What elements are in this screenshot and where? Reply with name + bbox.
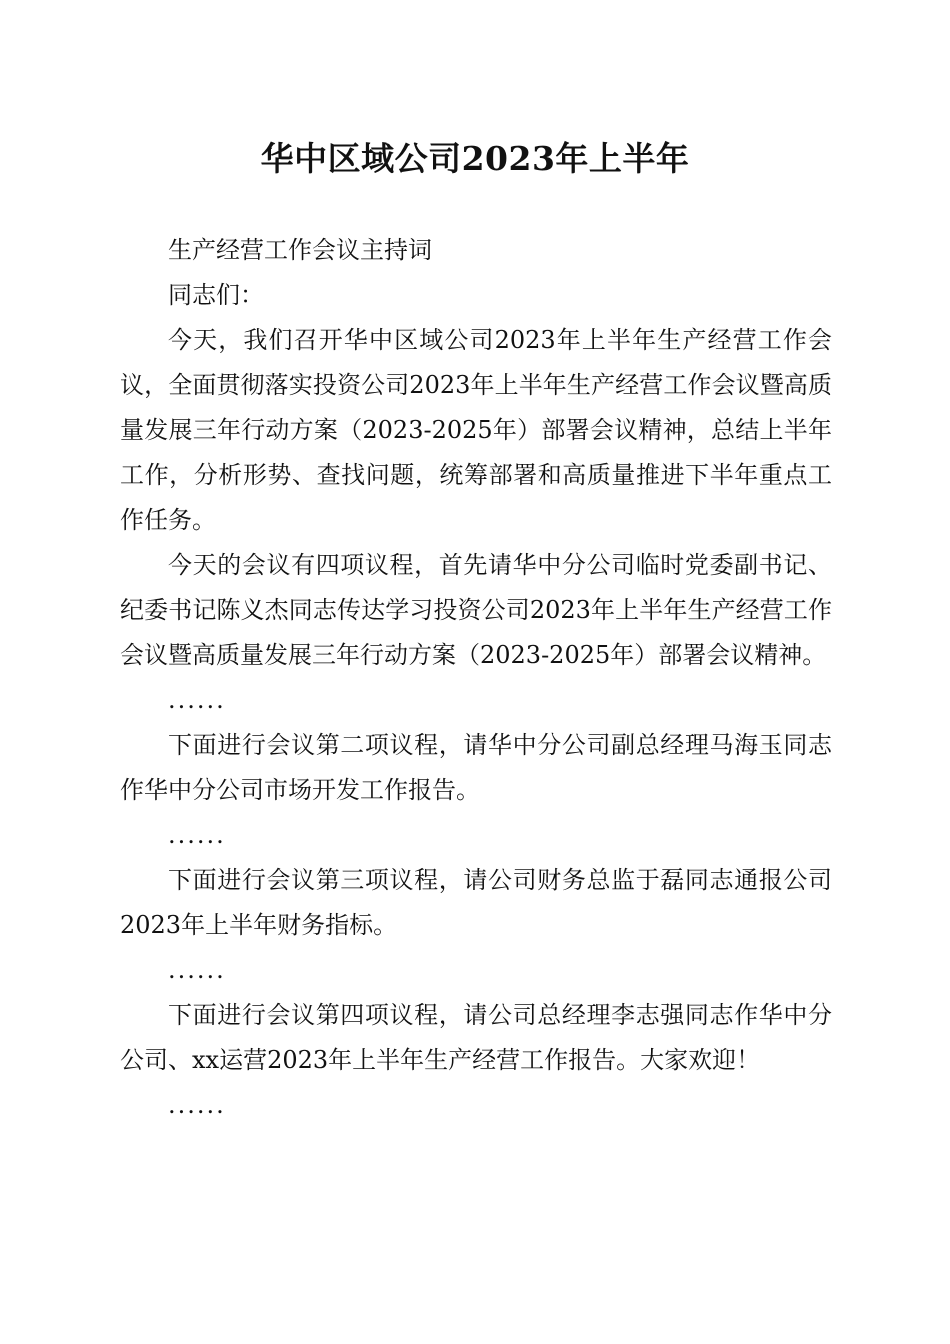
- document-body: [120, 228, 832, 1128]
- ellipsis-line: ......: [168, 956, 226, 984]
- body-paragraph: 下面进行会议第二项议程，请华中分公司副总经理马海玉同志作华中分公司市场开发工作报告。: [120, 731, 832, 804]
- body-paragraph: 今天，我们召开华中区域公司2023年上半年生产经营工作会议，全面贯彻落实投资公司2023年上半年生产经营工作会议暨高质量发展三年行动方案（2023-2025年）部署会议精神，总结上半年工作，分析形势、查找问题，统筹部署和高质量推进下半年重点工作任务。: [120, 326, 832, 534]
- document-title: 华中区域公司2023年上半年: [260, 139, 690, 178]
- body-paragraph: 下面进行会议第四项议程，请公司总经理李志强同志作华中分公司、xx运营2023年上半年生产经营工作报告。大家欢迎！: [120, 1001, 832, 1074]
- salutation-paragraph: 同志们：: [168, 281, 264, 309]
- subtitle-paragraph: 生产经营工作会议主持词: [168, 236, 432, 264]
- ellipsis-line: ......: [168, 686, 226, 714]
- body-paragraph: 今天的会议有四项议程，首先请华中分公司临时党委副书记、纪委书记陈义杰同志传达学习投资公司2023年上半年生产经营工作会议暨高质量发展三年行动方案（2023-2025年）部署会议精神。: [120, 551, 832, 669]
- ellipsis-line: ......: [168, 1091, 226, 1119]
- body-paragraph: 下面进行会议第三项议程，请公司财务总监于磊同志通报公司2023年上半年财务指标。: [120, 866, 832, 939]
- ellipsis-line: ......: [168, 821, 226, 849]
